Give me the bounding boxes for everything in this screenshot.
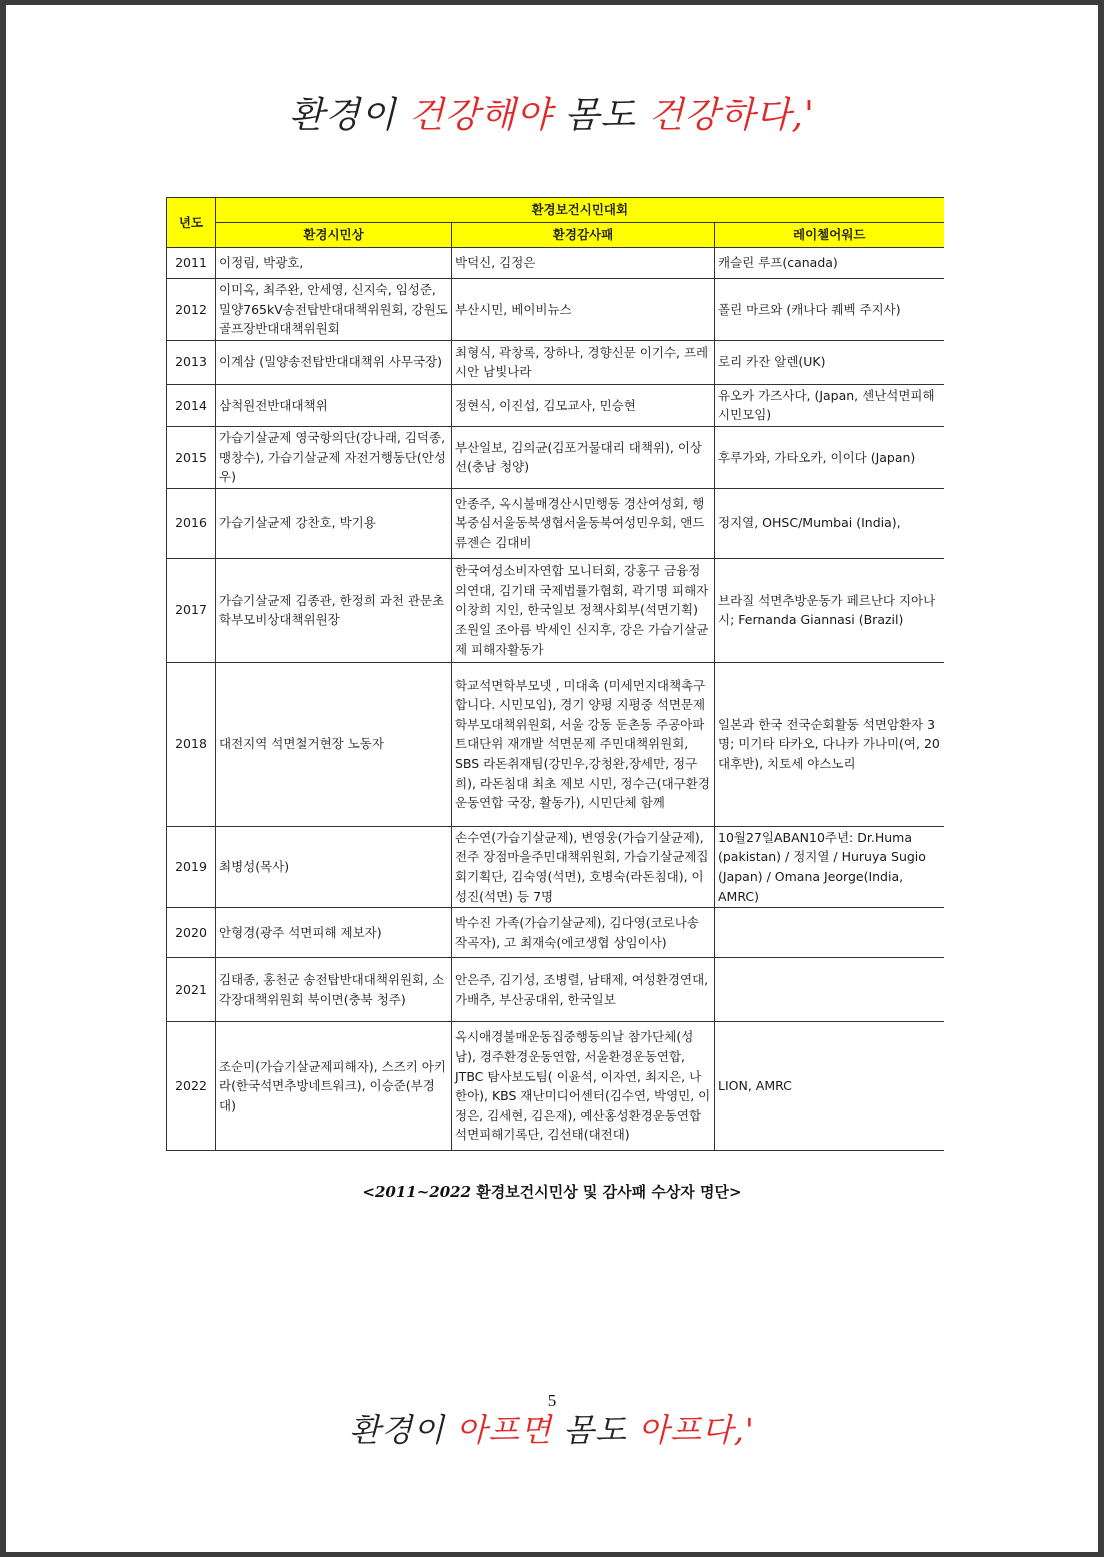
appreciation-plaque-cell: 안종주, 옥시불매경산시민행동 경산여성회, 행복중심서울동북생협서울동북여성민우회, 앤드류젠슨 김대비 [452, 488, 715, 558]
citizen-award-cell: 최병성(목사) [216, 826, 452, 907]
table-row [167, 826, 944, 907]
rachel-award-cell: 유오카 가즈사다, (Japan, 센난석면피해시민모임) [715, 384, 944, 426]
year-cell: 2014 [167, 384, 216, 426]
rachel-award-cell [715, 908, 944, 958]
rachel-award-cell: 폴린 마르와 (캐나다 퀘벡 주지사) [715, 279, 944, 341]
citizen-award-cell: 조순미(가습기살균제피해자), 스즈키 아키라(한국석면추방네트워크), 이승준(부경대) [216, 1022, 452, 1151]
page-number: 5 [547, 1391, 557, 1410]
awards-table [166, 197, 944, 1151]
table-row [167, 384, 944, 426]
year-cell: 2016 [167, 488, 216, 558]
table-row [167, 279, 944, 341]
table-row [167, 340, 944, 384]
citizen-award-cell: 이계삼 (밀양송전탑반대대책위 사무국장) [216, 340, 452, 384]
table-row [167, 248, 944, 279]
citizen-award-cell: 가습기살균제 강찬호, 박기용 [216, 488, 452, 558]
rachel-award-cell [715, 958, 944, 1022]
rachel-award-cell: LION, AMRC [715, 1022, 944, 1151]
table-header-row [167, 198, 944, 223]
rachel-award-cell: 10월27일ABAN10주년: Dr.Huma (pakistan) / 정지열 / Huruya Sugio (Japan) / Omana Jeorge(India, AMRC) [715, 826, 944, 907]
document-page [6, 5, 1098, 1552]
citizen-award-cell: 김태종, 홍천군 송전탑반대대책위원회, 소각장대책위원회 북이면(충북 청주) [216, 958, 452, 1022]
year-cell: 2017 [167, 558, 216, 662]
year-cell: 2018 [167, 662, 216, 826]
table-row [167, 958, 944, 1022]
citizen-award-cell: 이정림, 박광호, [216, 248, 452, 279]
rachel-award-cell: 정지열, OHSC/Mumbai (India), [715, 488, 944, 558]
year-column-header: 년도 [167, 198, 216, 248]
header-slogan-part: 몸도 [564, 95, 649, 136]
appreciation-plaque-cell: 부산일보, 김의균(김포거물대리 대책위), 이상선(충남 청양) [452, 426, 715, 488]
table-row [167, 1022, 944, 1151]
appreciation-plaque-cell: 손수연(가습기살균제), 변영웅(가습기살균제), 전주 장점마을주민대책위원회, 가습기살균제집회기획단, 김숙영(석면), 호병숙(라돈침대), 이성진(석면) 등 7명 [452, 826, 715, 907]
footer-slogan-part: 아프다,' [638, 1411, 755, 1449]
appreciation-plaque-cell: 박수진 가족(가습기살균제), 김다영(코로나송 작곡자), 고 최재숙(에코생협 상임이사) [452, 908, 715, 958]
rachel-award-cell: 일본과 한국 전국순회활동 석면암환자 3명; 미기타 타카오, 다나카 가나미(여, 20대후반), 치토세 야스노리 [715, 662, 944, 826]
table-caption [6, 1181, 1098, 1202]
year-cell: 2015 [167, 426, 216, 488]
table-header-row [167, 223, 944, 248]
table-row [167, 558, 944, 662]
event-group-header: 환경보건시민대회 [216, 198, 944, 223]
year-cell: 2019 [167, 826, 216, 907]
caption-text: 환경보건시민상 및 감사패 수상자 명단> [471, 1183, 742, 1201]
citizen-award-cell: 가습기살균제 영국항의단(강나래, 김덕종, 맹창수), 가습기살균제 자전거행동단(안성우) [216, 426, 452, 488]
footer-slogan [6, 1405, 1098, 1451]
appreciation-plaque-cell: 부산시민, 베이비뉴스 [452, 279, 715, 341]
appreciation-plaque-cell: 옥시애경불매운동집중행동의날 참가단체(성남), 경주환경운동연합, 서울환경운동연합, JTBC 탐사보도팀( 이윤석, 이자연, 최지은, 나한아), KBS 재난미디어센터(김수연, 박영민, 이정은, 김세현, 김은재), 예산홍성환경운동연합 석면피해기록단, 김선태(대전대) [452, 1022, 715, 1151]
appreciation-plaque-cell: 정현식, 이진섭, 김모교사, 민승현 [452, 384, 715, 426]
column-header: 환경시민상 [216, 223, 452, 248]
appreciation-plaque-cell: 안은주, 김기성, 조병렬, 남태제, 여성환경연대, 가배추, 부산공대위, 한국일보 [452, 958, 715, 1022]
caption-year-range: <2011~2022 [362, 1183, 472, 1201]
header-slogan-part: 환경이 [289, 95, 409, 136]
appreciation-plaque-cell: 한국여성소비자연합 모니터회, 강홍구 금융정의연대, 김기태 국제법률가협회, 곽기명 피해자 이창희 지인, 한국일보 정책사회부(석면기획) 조원일 조아름 박세인 신지후, 강은 가습기살균제 피해자활동가 [452, 558, 715, 662]
citizen-award-cell: 안형경(광주 석면피해 제보자) [216, 908, 452, 958]
citizen-award-cell: 가습기살균제 김종관, 한정희 과천 관문초 학부모비상대책위원장 [216, 558, 452, 662]
appreciation-plaque-cell: 최형식, 곽창록, 장하나, 경향신문 이기수, 프레시안 남빛나라 [452, 340, 715, 384]
appreciation-plaque-cell: 박덕신, 김정은 [452, 248, 715, 279]
year-cell: 2013 [167, 340, 216, 384]
header-slogan-part: 건강하다,' [648, 95, 815, 136]
table-row [167, 662, 944, 826]
year-cell: 2021 [167, 958, 216, 1022]
citizen-award-cell: 대전지역 석면철거현장 노동자 [216, 662, 452, 826]
column-header: 레이첼어워드 [715, 223, 944, 248]
table-row [167, 488, 944, 558]
table-row [167, 426, 944, 488]
header-slogan-part: 건강해야 [408, 95, 565, 136]
rachel-award-cell: 브라질 석면추방운동가 페르난다 지아나시; Fernanda Giannasi (Brazil) [715, 558, 944, 662]
rachel-award-cell: 캐슬린 루프(canada) [715, 248, 944, 279]
year-cell: 2022 [167, 1022, 216, 1151]
column-header: 환경감사패 [452, 223, 715, 248]
rachel-award-cell: 후루가와, 가타오카, 이이다 (Japan) [715, 426, 944, 488]
footer-slogan-part: 몸도 [563, 1411, 639, 1449]
header-slogan [6, 87, 1098, 138]
table-row [167, 908, 944, 958]
table-body [167, 248, 944, 1151]
citizen-award-cell: 삼척원전반대대책위 [216, 384, 452, 426]
year-cell: 2011 [167, 248, 216, 279]
year-cell: 2020 [167, 908, 216, 958]
footer-slogan-part: 아프면 [456, 1411, 564, 1449]
appreciation-plaque-cell: 학교석면학부모넷 , 미대촉 (미세먼지대책촉구합니다. 시민모임), 경기 양평 지평중 석면문제 학부모대책위원회, 서울 강동 둔촌동 주공아파트대단위 재개발 석면문제 주민대책위원회, SBS 라돈취재팀(강민우,강청완,장세만, 정구희), 라돈침대 최초 제보 시민, 정수근(대구환경운동연합 국장, 활동가), 시민단체 함께 [452, 662, 715, 826]
citizen-award-cell: 이미옥, 최주완, 안세영, 신지숙, 임성준, 밀양765kV송전탑반대대책위원회, 강원도골프장반대대책위원회 [216, 279, 452, 341]
footer-slogan-part: 환경이 [349, 1411, 457, 1449]
year-cell: 2012 [167, 279, 216, 341]
rachel-award-cell: 로리 카잔 알렌(UK) [715, 340, 944, 384]
